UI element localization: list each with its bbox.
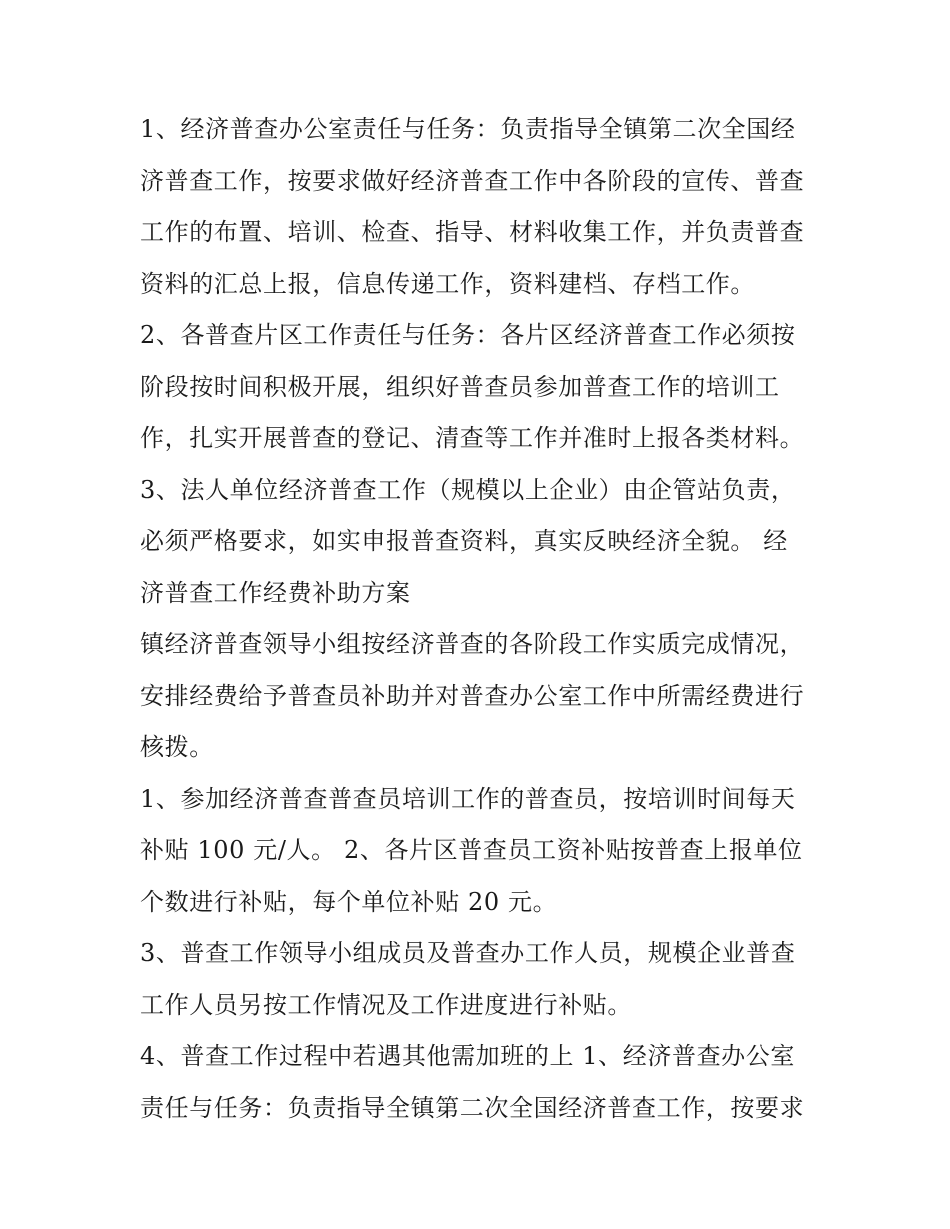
text-line: 阶段按时间积极开展，组织好普查员参加普查工作的培训工	[140, 372, 780, 401]
text-line: 3、法人单位经济普查工作（规模以上企业）由企管站负责，	[140, 475, 796, 504]
text-line: 安排经费给予普查员补助并对普查办公室工作中所需经费进行	[140, 681, 805, 710]
text-line: 必须严格要求，如实申报普查资料，真实反映经济全貌。 经	[140, 527, 788, 555]
text-line: 个数进行补贴，每个单位补贴 20 元。	[140, 887, 558, 916]
text-line: 济普查工作经费补助方案	[140, 578, 411, 607]
text-line: 济普查工作，按要求做好经济普查工作中各阶段的宣传、普查	[140, 166, 805, 195]
text-line: 责任与任务：负责指导全镇第二次全国经济普查工作，按要求	[140, 1093, 805, 1122]
text-line: 4、普查工作过程中若遇其他需加班的上 1、经济普查办公室	[140, 1042, 795, 1070]
text-line: 1、参加经济普查普查员培训工作的普查员，按培训时间每天	[140, 784, 796, 813]
text-line: 作，扎实开展普查的登记、清查等工作并准时上报各类材料。	[140, 424, 805, 452]
document-body	[140, 104, 820, 1134]
text-line: 工作的布置、培训、检查、指导、材料收集工作，并负责普查	[140, 218, 805, 246]
text-line: 工作人员另按工作情况及工作进度进行补贴。	[140, 990, 632, 1019]
text-line: 镇经济普查领导小组按经济普查的各阶段工作实质完成情况，	[140, 630, 805, 658]
text-line: 资料的汇总上报，信息传递工作，资料建档、存档工作。	[140, 269, 755, 298]
text-line: 2、各普查片区工作责任与任务：各片区经济普查工作必须按	[140, 321, 796, 349]
text-line: 核拨。	[140, 733, 214, 761]
text-line: 1、经济普查办公室责任与任务：负责指导全镇第二次全国经	[140, 115, 796, 143]
text-line: 补贴 100 元/人。 2、各片区普查员工资补贴按普查上报单位	[140, 836, 803, 864]
text-line: 3、普查工作领导小组成员及普查办工作人员，规模企业普查	[140, 939, 796, 967]
